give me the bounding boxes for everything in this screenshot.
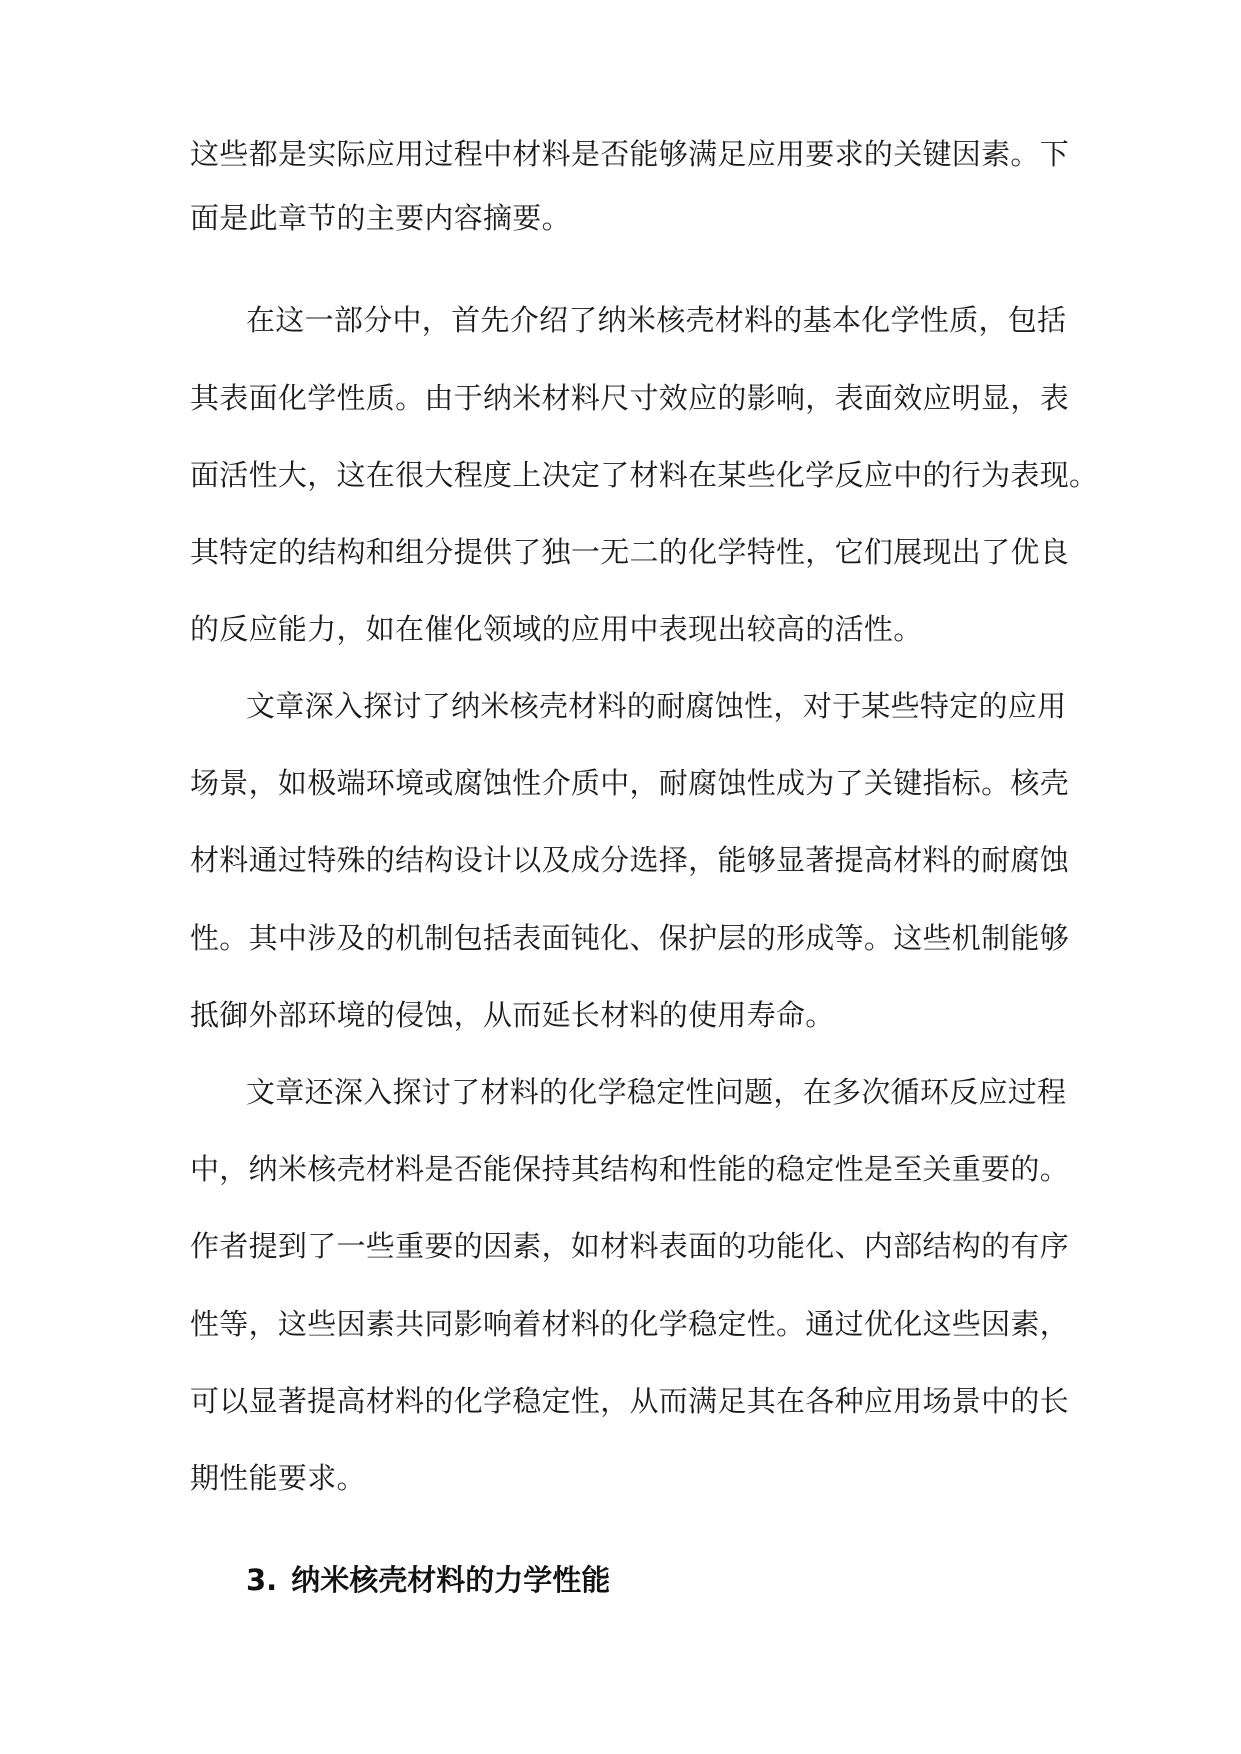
section-heading xyxy=(246,1562,610,1598)
text-line: 作者提到了一些重要的因素，如材料表面的功能化、内部结构的有序 xyxy=(190,1229,1070,1263)
text-line: 性。其中涉及的机制包括表面钝化、保护层的形成等。这些机制能够 xyxy=(190,921,1070,955)
section-number: 3. xyxy=(246,1563,278,1597)
paragraph-first-line: 在这一部分中，首先介绍了纳米核壳材料的基本化学性质，包括 xyxy=(246,303,1067,337)
text-line: 场景，如极端环境或腐蚀性介质中，耐腐蚀性成为了关键指标。核壳 xyxy=(190,766,1070,800)
text-line: 性等，这些因素共同影响着材料的化学稳定性。通过优化这些因素， xyxy=(190,1307,1070,1341)
text-line: 这些都是实际应用过程中材料是否能够满足应用要求的关键因素。下 xyxy=(190,137,1070,171)
text-line: 可以显著提高材料的化学稳定性，从而满足其在各种应用场景中的长 xyxy=(190,1384,1070,1418)
text-line: 面活性大，这在很大程度上决定了材料在某些化学反应中的行为表现。 xyxy=(190,458,1099,492)
section-title: 纳米核壳材料的力学性能 xyxy=(291,1563,611,1597)
text-line: 其特定的结构和组分提供了独一无二的化学特性，它们展现出了优良 xyxy=(190,535,1070,569)
text-line: 的反应能力，如在催化领域的应用中表现出较高的活性。 xyxy=(190,612,923,646)
text-line: 期性能要求。 xyxy=(190,1461,366,1495)
paragraph-first-line: 文章深入探讨了纳米核壳材料的耐腐蚀性，对于某些特定的应用 xyxy=(246,689,1067,723)
paragraph-first-line: 文章还深入探讨了材料的化学稳定性问题，在多次循环反应过程 xyxy=(246,1075,1067,1109)
text-line: 中，纳米核壳材料是否能保持其结构和性能的稳定性是至关重要的。 xyxy=(190,1152,1070,1186)
text-line: 其表面化学性质。由于纳米材料尺寸效应的影响，表面效应明显，表 xyxy=(190,381,1070,415)
text-line: 抵御外部环境的侵蚀，从而延长材料的使用寿命。 xyxy=(190,998,835,1032)
text-line: 面是此章节的主要内容摘要。 xyxy=(190,201,571,235)
text-line: 材料通过特殊的结构设计以及成分选择，能够显著提高材料的耐腐蚀 xyxy=(190,843,1070,877)
